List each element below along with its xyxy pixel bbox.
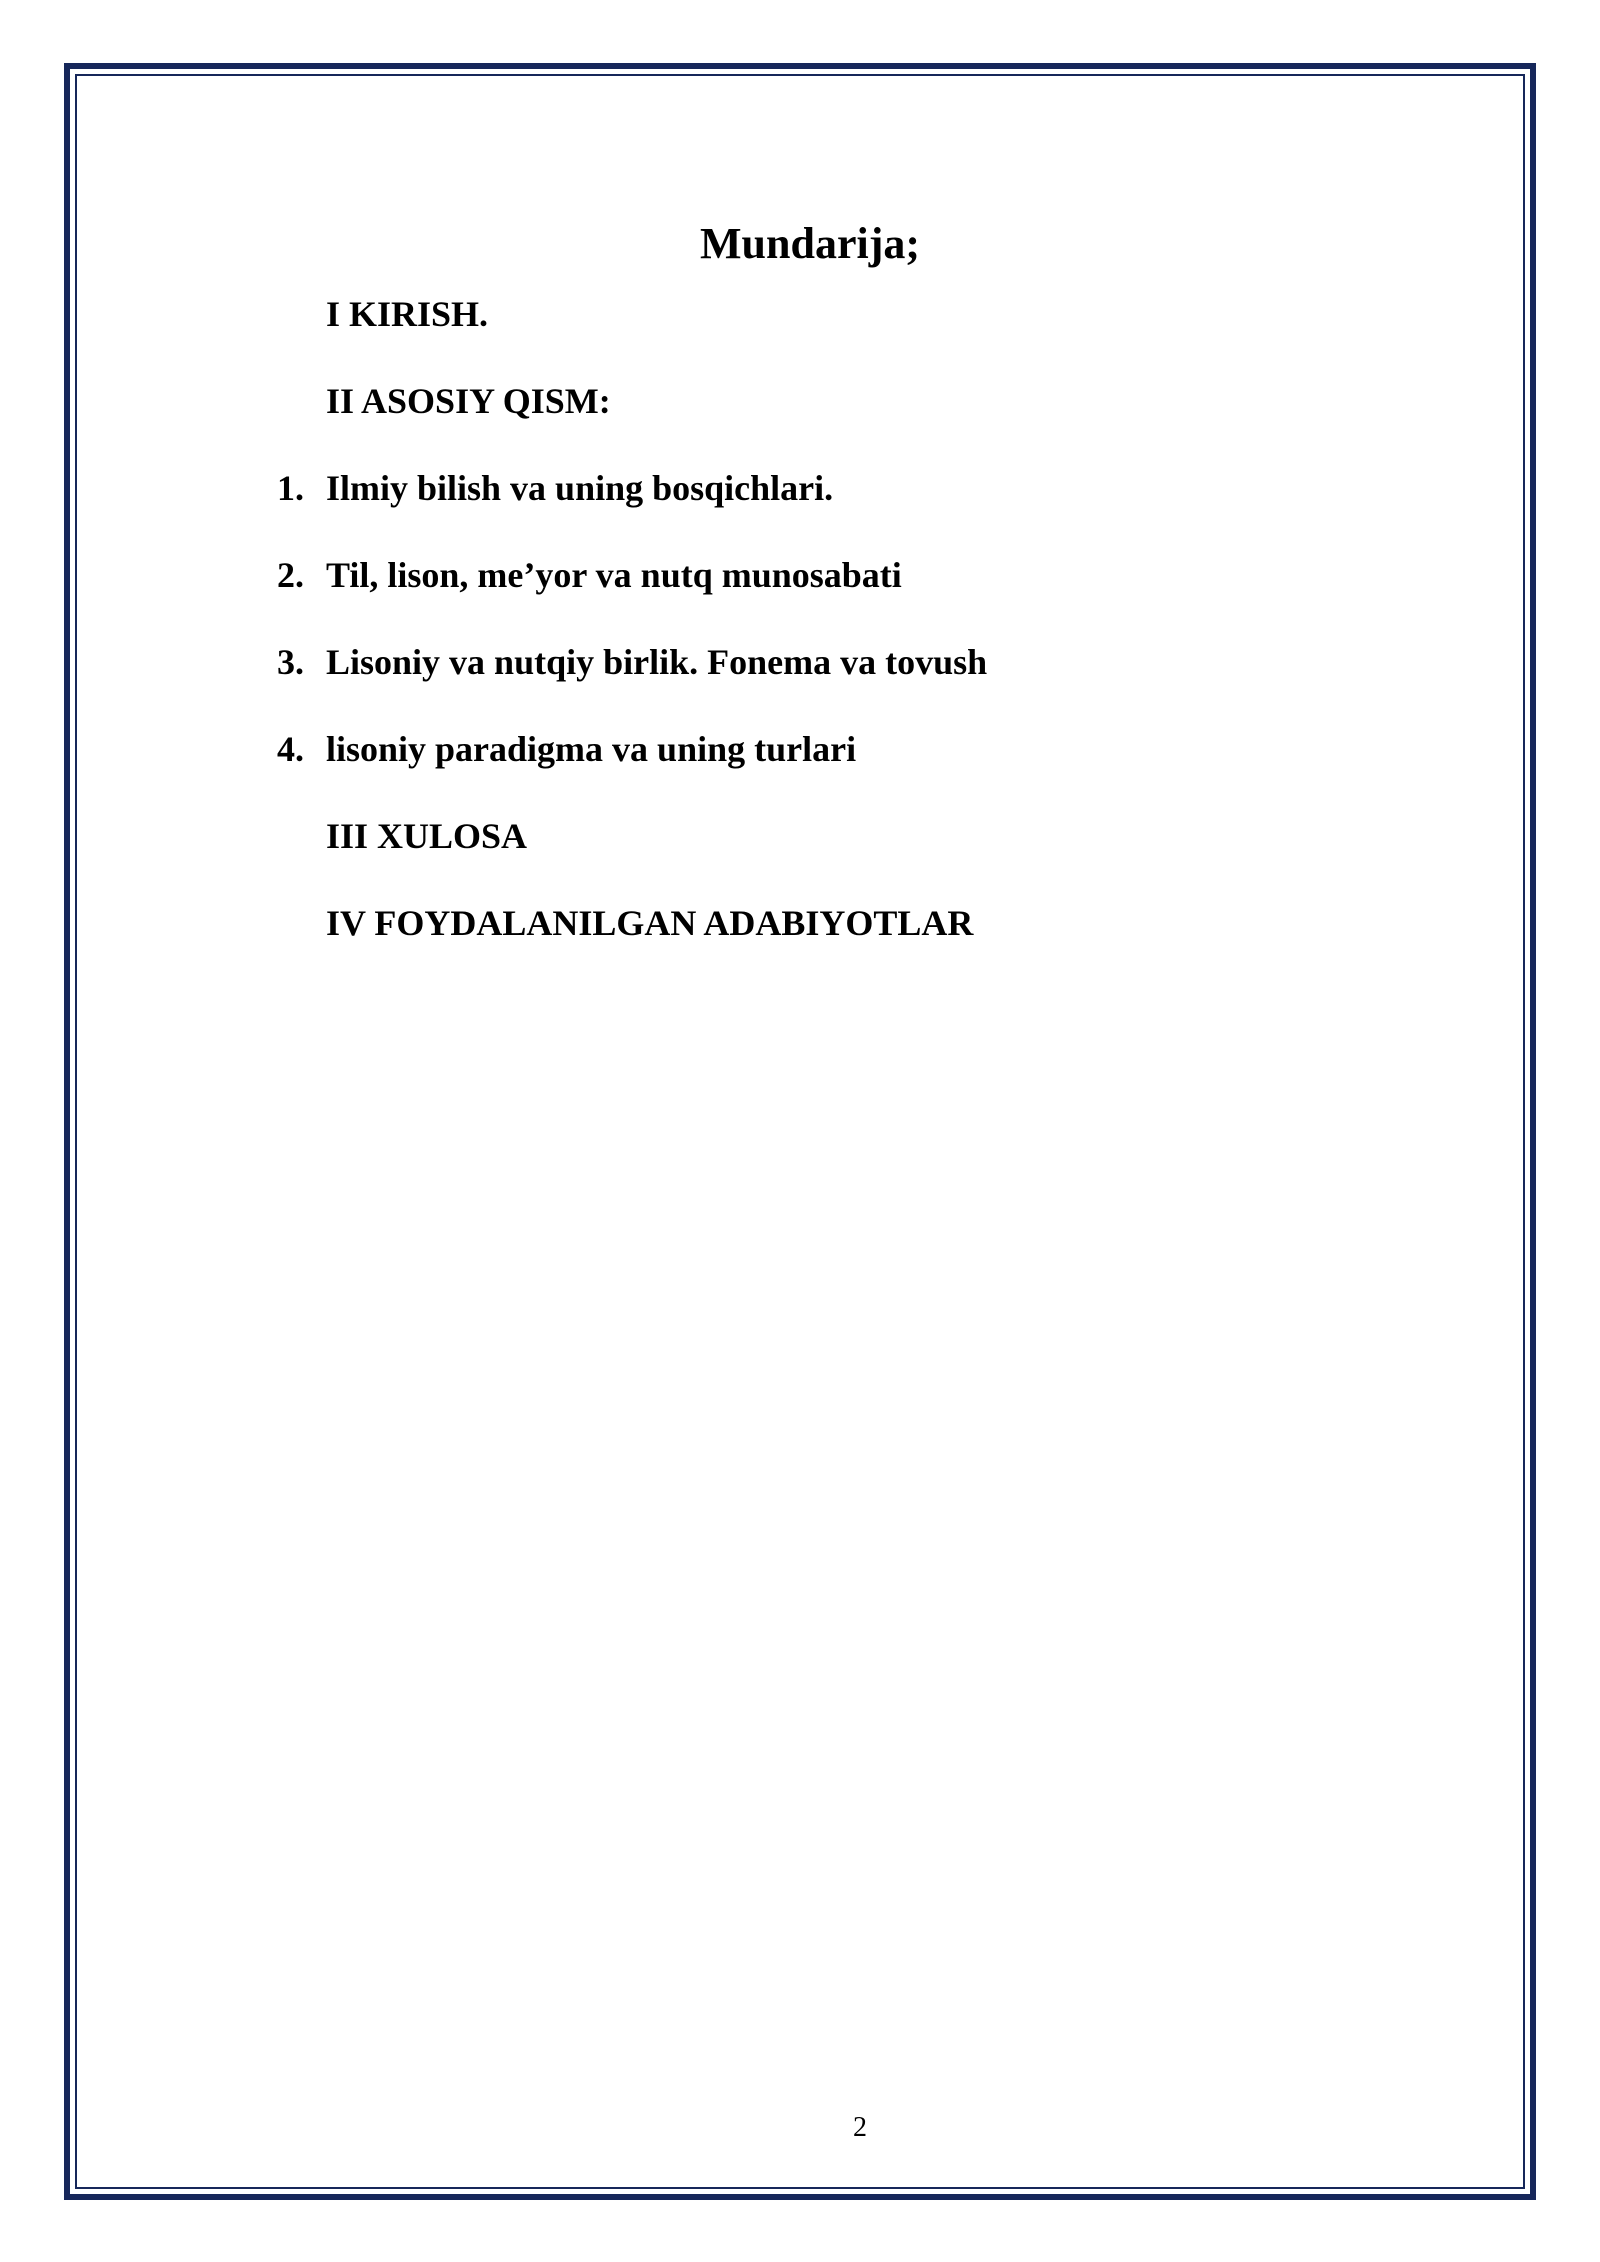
toc-item-text: Ilmiy bilish va uning bosqichlari. — [326, 468, 834, 508]
toc-item-number: 1. — [277, 468, 304, 508]
page-border-inner — [75, 74, 1525, 2189]
toc-item-text: III XULOSA — [326, 816, 528, 856]
toc-item-text: II ASOSIY QISM: — [326, 381, 611, 421]
toc-item-text: lisoniy paradigma va uning turlari — [326, 729, 857, 769]
toc-item-number: 3. — [277, 642, 304, 682]
document-title: Mundarija; — [700, 219, 920, 268]
page-number: 2 — [853, 2112, 867, 2143]
toc-item-text: Lisoniy va nutqiy birlik. Fonema va tovush — [326, 642, 988, 682]
toc-item-text: IV FOYDALANILGAN ADABIYOTLAR — [326, 903, 974, 943]
toc-item-text: Til, lison, me’yor va nutq munosabati — [326, 555, 902, 595]
toc-item-text: I KIRISH. — [326, 294, 489, 334]
toc-item-number: 2. — [277, 555, 304, 595]
toc-item-number: 4. — [277, 729, 304, 769]
